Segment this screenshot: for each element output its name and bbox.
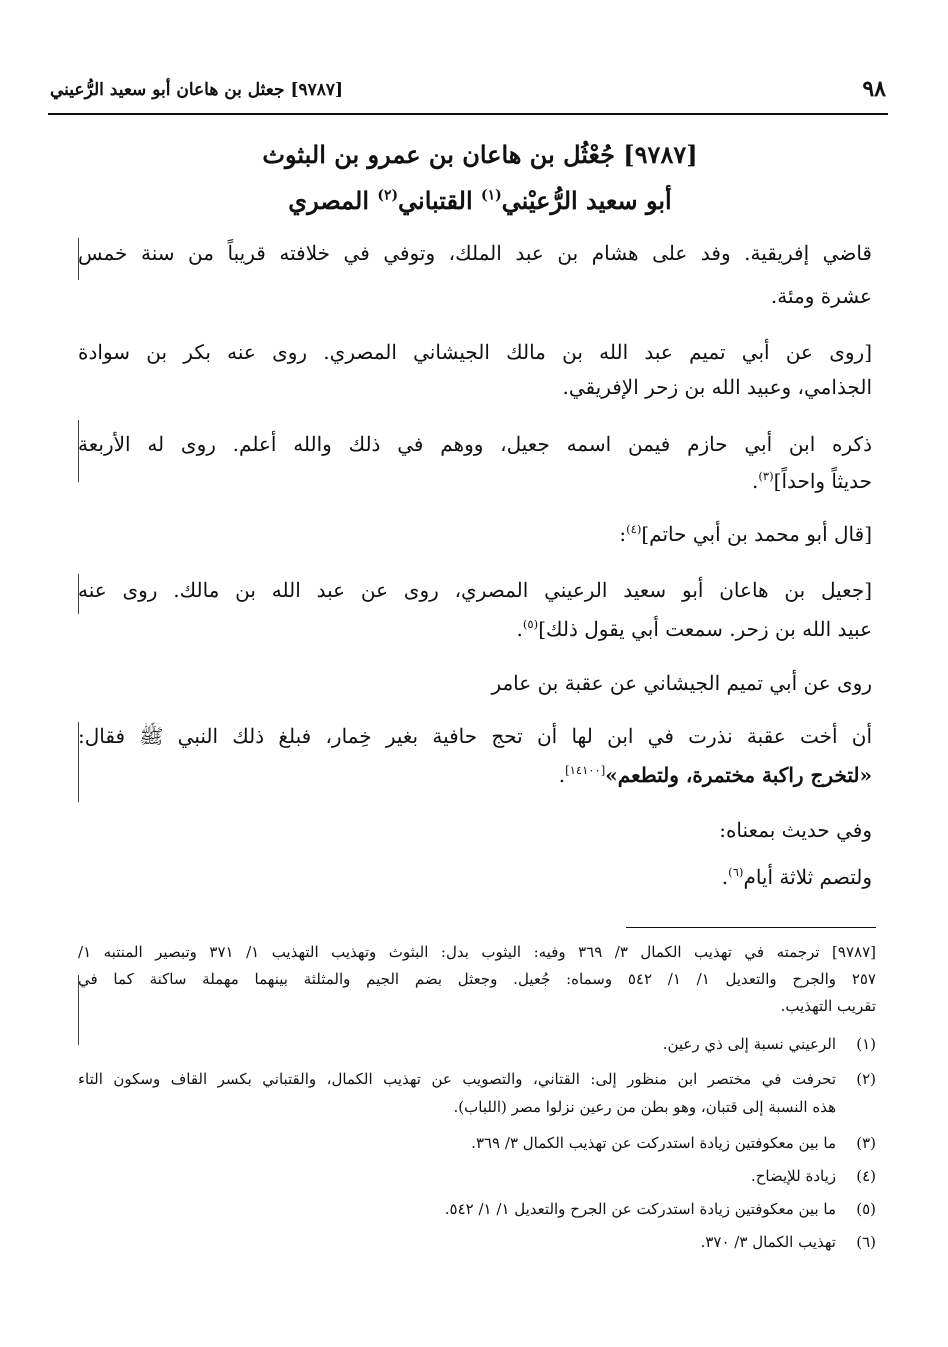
body-line <box>517 616 872 642</box>
body-text: : <box>619 522 627 546</box>
body-line: [جعيل بن هاعان أبو سعيد الرعيني المصري، روى عن عبد الله بن مالك. روى عنه <box>78 578 872 602</box>
heading-nisba-qitbani: القتباني <box>398 186 481 215</box>
margin-mark <box>78 238 79 280</box>
footnote-text: تهذيب الكمال ٣/ ٣٧٠. <box>700 1233 836 1251</box>
body-text: ولتصم ثلاثة أيام <box>743 865 872 889</box>
body-line: قاضي إفريقية. وفد على هشام بن عبد الملك، وتوفي في خلافته قريباً من سنة خمس <box>78 241 872 265</box>
heading-nisba-misri: المصري <box>288 186 378 215</box>
body-line <box>559 762 872 788</box>
footnote-ref-6: (٦) <box>728 864 744 879</box>
body-line <box>722 864 872 890</box>
footnote-number: (٦) <box>856 1233 876 1251</box>
body-line: [روى عن أبي تميم عبد الله بن مالك الجيشاني المصري. روى عنه بكر بن سوادة <box>78 340 872 364</box>
body-line: عشرة ومئة. <box>770 284 872 308</box>
body-line <box>619 521 872 547</box>
body-text: حديثاً واحداً] <box>773 469 872 493</box>
footnote-ref-4: (٤) <box>626 521 642 536</box>
hadith-quote: «لتخرج راكبة مختمرة، ولتطعم» <box>605 763 872 787</box>
body-text: . <box>516 617 523 641</box>
body-line: روى عن أبي تميم الجيشاني عن عقبة بن عامر <box>491 671 872 695</box>
page-number: ٩٨ <box>862 76 886 102</box>
entry-heading-line2 <box>120 186 840 215</box>
footnote-main-line: [٩٧٨٧] ترجمته في تهذيب الكمال ٣/ ٣٦٩ وفيه: اليثوب بدل: البثوث وتهذيب التهذيب ١/ ٣٧١ وتبصير المنتبه ١/ <box>78 943 877 961</box>
footnote-separator <box>626 927 876 928</box>
footnote-ref-1: (١) <box>481 187 502 204</box>
footnote-number: (٤) <box>856 1167 876 1185</box>
footnote-text: الرعيني نسبة إلى ذي رعين. <box>662 1035 836 1053</box>
footnote-number: (٣) <box>856 1134 876 1152</box>
header-rule <box>48 113 888 115</box>
margin-mark <box>78 420 79 482</box>
footnote-main-line: ٢٥٧ والجرح والتعديل ١/ ١/ ٥٤٢ وسماه: جُعيل. وجعثل بضم الجيم والمثلثة بينهما مهملة ساكنة كما في <box>78 970 876 988</box>
body-line: الجذامي، وعبيد الله بن زحر الإفريقي. <box>562 375 872 399</box>
body-text: . <box>721 865 729 889</box>
footnote-number: (٥) <box>856 1200 876 1218</box>
footnote-number: (١) <box>856 1035 876 1053</box>
hadith-number: [١٤١٠٠] <box>565 762 606 777</box>
body-text: . <box>751 469 759 493</box>
footnote-text: هذه النسبة إلى قتبان، وهو بطن من رعين نزلوا مصر (اللباب). <box>453 1098 836 1116</box>
entry-heading-line1: [٩٧٨٧] جُعْثُل بن هاعان بن عمرو بن البثوث <box>262 140 698 169</box>
footnote-text: زيادة للإيضاح. <box>750 1167 836 1185</box>
running-title: [٩٧٨٧] جعثل بن هاعان أبو سعيد الرُّعيني <box>50 80 344 100</box>
body-line <box>752 468 872 494</box>
body-text: . <box>558 763 566 787</box>
body-text: [قال أبو محمد بن أبي حاتم] <box>641 522 872 546</box>
footnote-main-line: تقريب التهذيب. <box>780 997 876 1015</box>
body-line: ذكره ابن أبي حازم فيمن اسمه جعيل، ووهم في ذلك والله أعلم. روى له الأربعة <box>78 432 872 456</box>
footnote-ref-3: (٣) <box>758 468 774 483</box>
heading-kunya: أبو سعيد الرُّعيْني <box>501 186 672 215</box>
footnote-text: ما بين معكوفتين زيادة استدركت عن تهذيب الكمال ٣/ ٣٦٩. <box>471 1134 836 1152</box>
body-line: وفي حديث بمعناه: <box>719 818 872 842</box>
footnote-number: (٢) <box>856 1070 876 1088</box>
margin-mark <box>78 722 79 802</box>
footnote-text: تحرفت في مختصر ابن منظور إلى: القتاني، والتصويب عن تهذيب الكمال، والقتباني بكسر القاف وسكون التاء <box>78 1070 836 1088</box>
footnote-ref-5: (٥) <box>522 616 539 631</box>
body-text: عبيد الله بن زحر. سمعت أبي يقول ذلك] <box>538 617 872 641</box>
footnote-text: ما بين معكوفتين زيادة استدركت عن الجرح والتعديل ١/ ١/ ٥٤٢. <box>444 1200 836 1218</box>
body-line: أن أخت عقبة نذرت في ابن لها أن تحج حافية بغير خِمار، فبلغ ذلك النبي ﷺ فقال: <box>78 724 872 748</box>
footnote-ref-2: (٢) <box>377 187 399 204</box>
margin-mark <box>78 574 79 614</box>
